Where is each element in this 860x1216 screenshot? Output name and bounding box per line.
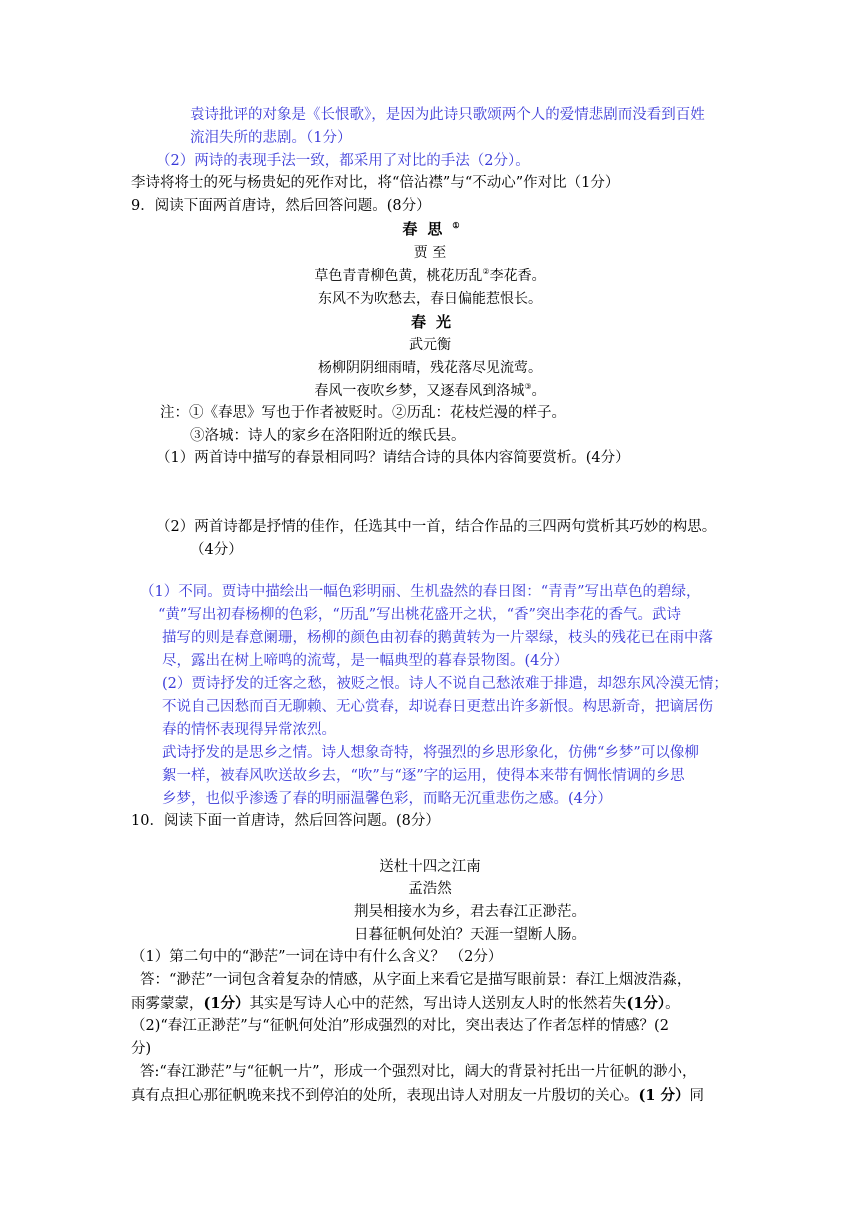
poem-author-wuyuanheng: 武元衡 (409, 337, 451, 353)
poem-author-menghaoran: 孟浩然 (408, 881, 452, 897)
question-9-stem: 9．阅读下面两首唐诗，然后回答问题。(8分） (131, 198, 431, 214)
answer-line: 描写的则是春意阑珊，杨柳的颜色由初春的鹅黄转为一片翠绿，枝头的残花已在雨中落 (162, 630, 713, 646)
answer-line: 乡梦，也似乎渗透了春的明丽温馨色彩，而略无沉重悲伤之感。(4分） (162, 791, 612, 807)
answer-10-line: 真有点担心那征帆晚来找不到停泊的处所，表现出诗人对朋友一片殷切的关心。(1 分）同 (131, 1087, 704, 1104)
poem-line: 日暮征帆何处泊？天涯一望断人肠。 (354, 927, 586, 943)
poem-line: 春风一夜吹乡梦，又逐春风到洛城③。 (314, 382, 546, 399)
prev-answer-line: 李诗将将士的死与杨贵妃的死作对比，将“倍沾襟”与“不动心”作对比（1分） (131, 175, 620, 191)
answer-line: “黄”写出初春杨柳的色彩，“历乱”写出桃花盛开之状，“香”突出李花的香气。武诗 (158, 607, 681, 623)
poem-title-chunsi: 春思① (402, 220, 470, 238)
poem-title-songdu: 送杜十四之江南 (379, 859, 481, 875)
answer-line: 春的情怀表现得异常浓烈。 (162, 722, 336, 738)
annotation-note: ③洛城：诗人的家乡在洛阳附近的缑氏县。 (190, 428, 466, 444)
answer-line: 不说自己因愁而百无聊赖、无心赏春，却说春日更惹出许多新恨。构思新奇，把谪居伤 (162, 699, 713, 715)
question-9-sub-2: （2）两首诗都是抒情的佳作，任选其中一首，结合作品的三四两句赏析其巧妙的构思。 (156, 519, 717, 535)
question-9-sub-2-score: （4分） (190, 542, 243, 558)
poem-line: 草色青青柳色黄，桃花历乱②李花香。 (314, 267, 546, 284)
answer-line: 絮一样，被春风吹送故乡去，“吹”与“逐”字的运用，使得本来带有惆怅情调的乡思 (162, 768, 685, 784)
question-9-sub-1: （1）两首诗中描写的春景相同吗？请结合诗的具体内容简要赏析。(4分） (156, 450, 630, 466)
poem-line: 杨柳阴阴细雨晴，残花落尽见流莺。 (318, 360, 542, 376)
prev-answer-line: 流泪失所的悲剧。（1分） (190, 130, 352, 146)
poem-line: 荆吴相接水为乡，君去春江正渺茫。 (354, 904, 586, 920)
question-10-sub-1: （1）第二句中的“渺茫”一词在诗中有什么含义？ （2分） (131, 949, 503, 965)
answer-line: 武诗抒发的是思乡之情。诗人想象奇特，将强烈的乡思形象化，仿佛“乡梦”可以像柳 (162, 745, 699, 761)
answer-10-line: 雨雾蒙蒙，(1分）其实是写诗人心中的茫然，写出诗人送别友人时的怅然若失(1分）。 (131, 995, 680, 1012)
answer-line: （1）不同。贾诗中描绘出一幅色彩明丽、生机盎然的春日图：“青青”写出草色的碧绿， (140, 584, 701, 600)
question-10-sub-2: （2)“春江正渺茫”与“征帆何处泊”形成强烈的对比，突出表达了作者怎样的情感？(2 (131, 1018, 669, 1034)
answer-10-line: 答：“渺茫”一词包含着复杂的情感，从字面上来看它是描写眼前景：春江上烟波浩淼， (140, 972, 692, 988)
question-10-sub-2: 分) (131, 1041, 152, 1057)
prev-answer-line: （2）两诗的表现手法一致，都采用了对比的手法（2分）。 (156, 153, 530, 169)
poem-title-chunguang: 春光 (410, 313, 461, 331)
prev-answer-line: 袁诗批评的对象是《长恨歌》，是因为此诗只歌颂两个人的爱情悲剧而没看到百姓 (190, 107, 705, 123)
poem-author-jiazhi: 贾 至 (413, 245, 447, 261)
question-10-stem: 10．阅读下面一首唐诗，然后回答问题。(8分） (131, 813, 440, 829)
answer-10-line: 答:“春江渺茫”与“征帆一片”，形成一个强烈对比，阔大的背景衬托出一片征帆的渺小， (140, 1064, 697, 1080)
answer-line: (2）贾诗抒发的迁客之愁，被贬之恨。诗人不说自己愁浓难于排遣，却怨东风冷漠无情； (162, 676, 728, 692)
answer-line: 尽，露出在树上啼鸣的流莺，是一幅典型的暮春景物图。(4分） (162, 653, 569, 669)
poem-line: 东风不为吹愁去，春日偏能惹恨长。 (318, 291, 542, 307)
annotation-note: 注：①《春思》写也于作者被贬时。②历乱：花枝烂漫的样子。 (160, 405, 566, 421)
